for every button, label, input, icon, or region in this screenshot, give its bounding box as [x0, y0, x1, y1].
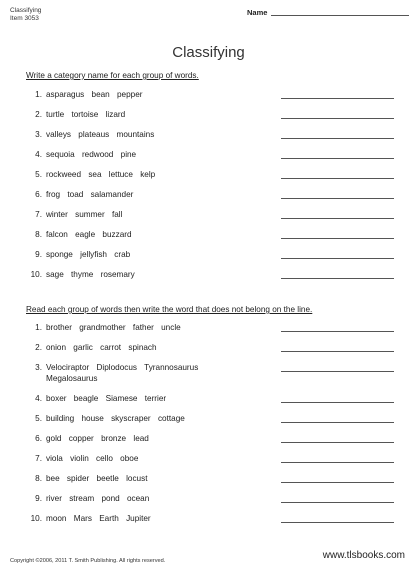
- word-group: rockweed sea lettuce kelp: [46, 170, 156, 179]
- answer-line[interactable]: [281, 482, 394, 483]
- answer-line[interactable]: [281, 118, 394, 119]
- word-group: frog toad salamander: [46, 190, 134, 199]
- word-group: sponge jellyfish crab: [46, 250, 131, 259]
- word-group: sequoia redwood pine: [46, 150, 137, 159]
- word-group: sage thyme rosemary: [46, 270, 135, 279]
- item-number: 9.: [35, 250, 42, 259]
- section1-instructions: Write a category name for each group of words.: [26, 71, 199, 80]
- answer-line[interactable]: [281, 218, 394, 219]
- answer-line[interactable]: [281, 522, 394, 523]
- word-group: turtle tortoise lizard: [46, 110, 126, 119]
- word-group: Velociraptor Diplodocus Tyrannosaurus: [46, 363, 199, 372]
- item-number: 4.: [35, 150, 42, 159]
- answer-line[interactable]: [281, 138, 394, 139]
- word-group: valleys plateaus mountains: [46, 130, 155, 139]
- item-number: 8.: [35, 230, 42, 239]
- word-group: gold copper bronze lead: [46, 434, 149, 443]
- word-group: bee spider beetle locust: [46, 474, 148, 483]
- answer-line[interactable]: [281, 178, 394, 179]
- item-number: 9.: [35, 494, 42, 503]
- item-number: 10.: [30, 270, 42, 279]
- item-number: 7.: [35, 210, 42, 219]
- word-group: viola violin cello oboe: [46, 454, 139, 463]
- answer-line[interactable]: [281, 402, 394, 403]
- word-group: winter summer fall: [46, 210, 123, 219]
- answer-line[interactable]: [281, 258, 394, 259]
- item-number: 5.: [35, 170, 42, 179]
- answer-line[interactable]: [281, 462, 394, 463]
- item-number: 8.: [35, 474, 42, 483]
- word-group: moon Mars Earth Jupiter: [46, 514, 151, 523]
- answer-line[interactable]: [281, 98, 394, 99]
- page-title: Classifying: [172, 44, 245, 61]
- word-group: brother grandmother father uncle: [46, 323, 181, 332]
- word-group: river stream pond ocean: [46, 494, 150, 503]
- item-number: 4.: [35, 394, 42, 403]
- word-group: onion garlic carrot spinach: [46, 343, 157, 352]
- word-group-continued: Megalosaurus: [46, 374, 98, 383]
- item-number: 5.: [35, 414, 42, 423]
- worksheet-item-number: Item 3053: [10, 15, 39, 22]
- item-number: 2.: [35, 110, 42, 119]
- item-number: 7.: [35, 454, 42, 463]
- word-group: building house skyscraper cottage: [46, 414, 185, 423]
- website-link[interactable]: www.tlsbooks.com: [322, 550, 405, 561]
- answer-line[interactable]: [281, 371, 394, 372]
- name-line[interactable]: [271, 15, 409, 16]
- item-number: 3.: [35, 130, 42, 139]
- answer-line[interactable]: [281, 422, 394, 423]
- item-number: 6.: [35, 434, 42, 443]
- word-group: falcon eagle buzzard: [46, 230, 132, 239]
- item-number: 2.: [35, 343, 42, 352]
- word-group: asparagus bean pepper: [46, 90, 143, 99]
- answer-line[interactable]: [281, 198, 394, 199]
- item-number: 10.: [30, 514, 42, 523]
- answer-line[interactable]: [281, 278, 394, 279]
- name-label: Name: [247, 8, 268, 17]
- worksheet-subject: Classifying: [10, 7, 42, 14]
- item-number: 1.: [35, 90, 42, 99]
- answer-line[interactable]: [281, 331, 394, 332]
- answer-line[interactable]: [281, 442, 394, 443]
- worksheet-header: [10, 7, 41, 23]
- copyright-notice: Copyright ©2006, 2011 T. Smith Publishing. All rights reserved.: [10, 558, 166, 564]
- answer-line[interactable]: [281, 158, 394, 159]
- answer-line[interactable]: [281, 351, 394, 352]
- item-number: 1.: [35, 323, 42, 332]
- item-number: 3.: [35, 363, 42, 372]
- section2-instructions: Read each group of words then write the word that does not belong on the line.: [26, 305, 313, 314]
- name-field[interactable]: [247, 8, 409, 17]
- word-group: boxer beagle Siamese terrier: [46, 394, 167, 403]
- item-number: 6.: [35, 190, 42, 199]
- answer-line[interactable]: [281, 502, 394, 503]
- answer-line[interactable]: [281, 238, 394, 239]
